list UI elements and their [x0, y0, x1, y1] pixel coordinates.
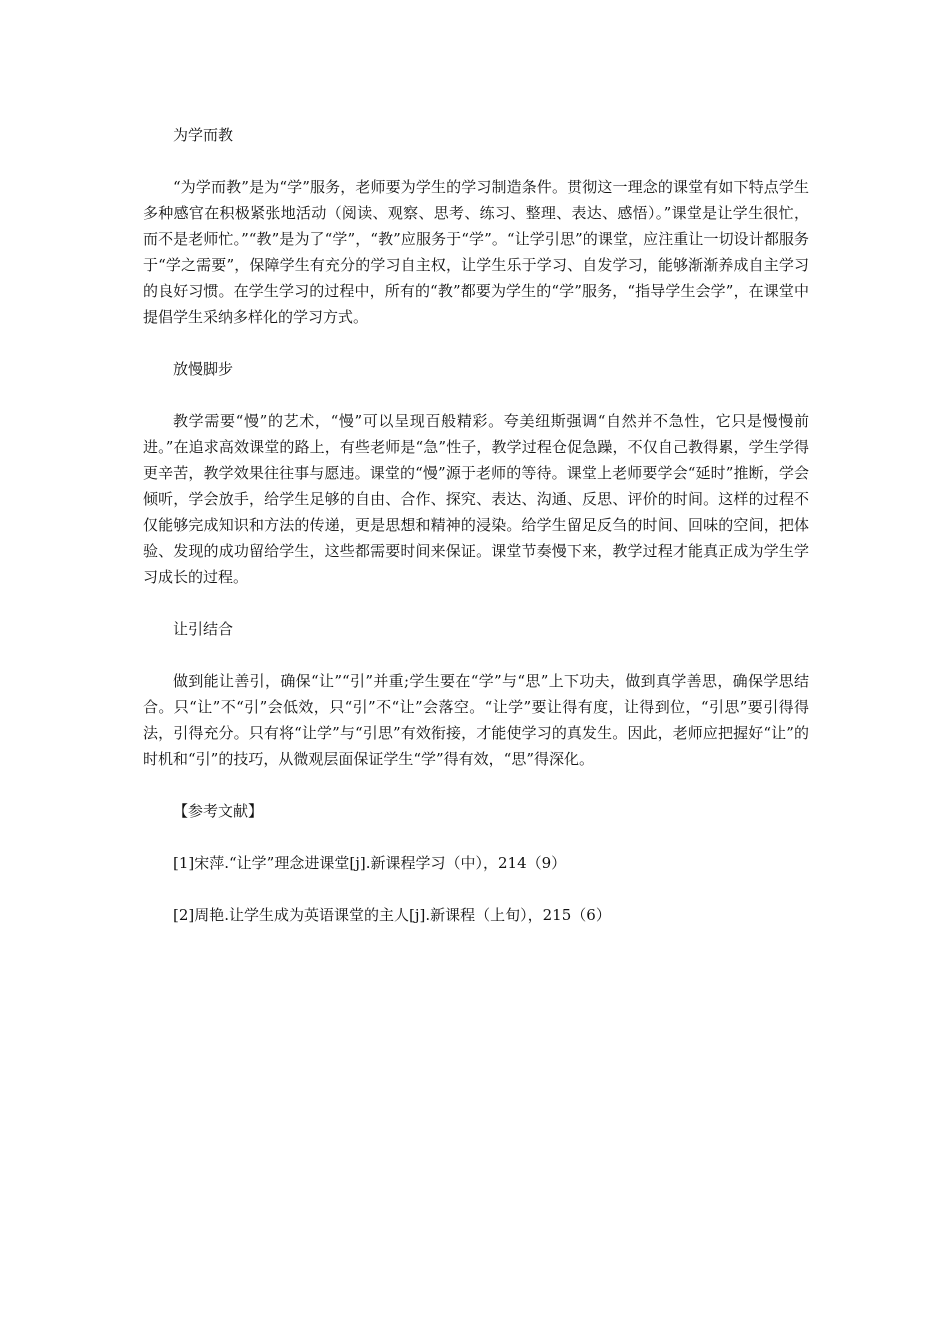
- references-title: 【参考文献】: [173, 802, 264, 820]
- section-heading-2: 放慢脚步: [173, 360, 234, 378]
- section-paragraph-1: “为学而教”是为“学”服务，老师要为学生的学习制造条件。贯彻这一理念的课堂有如下特点学生多种感官在积极紧张地活动（阅读、观察、思考、练习、整理、表达、感悟）。”课堂是让学生很忙，而不是老师忙。”“教”是为了“学”，“教”应服务于“学”。“让学引思”的课堂，应注重让一切设计都服务于“学之需要”，保障学生有充分的学习自主权，让学生乐于学习、自发学习，能够渐渐养成自主学习的良好习惯。在学生学习的过程中，所有的“教”都要为学生的“学”服务，“指导学生会学”，在课堂中提倡学生采纳多样化的学习方式。: [143, 178, 809, 326]
- reference-item-2: [2]周艳.让学生成为英语课堂的主人[j].新课程（上旬），215（6）: [173, 906, 611, 924]
- section-paragraph-3: 做到能让善引，确保“让”“引”并重;学生要在“学”与“思”上下功夫，做到真学善思，确保学思结合。只“让”不“引”会低效，只“引”不“让”会落空。“让学”要让得有度，让得到位，“引思”要引得得法，引得充分。只有将“让学”与“引思”有效衔接，才能使学习的真发生。因此，老师应把握好“让”的时机和“引”的技巧，从微观层面保证学生“学”得有效，“思”得深化。: [143, 672, 809, 768]
- section-heading-1: 为学而教: [173, 126, 234, 144]
- section-heading-3: 让引结合: [173, 620, 234, 638]
- section-paragraph-2: 教学需要“慢”的艺术，“慢”可以呈现百般精彩。夸美纽斯强调“自然并不急性，它只是慢慢前进。”在追求高效课堂的路上，有些老师是“急”性子，教学过程仓促急躁，不仅自己教得累，学生学得更辛苦，教学效果往往事与愿违。课堂的“慢”源于老师的等待。课堂上老师要学会“延时”推断，学会倾听，学会放手，给学生足够的自由、合作、探究、表达、沟通、反思、评价的时间。这样的过程不仅能够完成知识和方法的传递，更是思想和精神的浸染。给学生留足反刍的时间、回味的空间，把体验、发现的成功留给学生，这些都需要时间来保证。课堂节奏慢下来，教学过程才能真正成为学生学习成长的过程。: [143, 412, 809, 586]
- document-body: [143, 122, 809, 954]
- reference-item-1: [1]宋萍.“让学”理念进课堂[j].新课程学习（中），214（9）: [173, 854, 567, 872]
